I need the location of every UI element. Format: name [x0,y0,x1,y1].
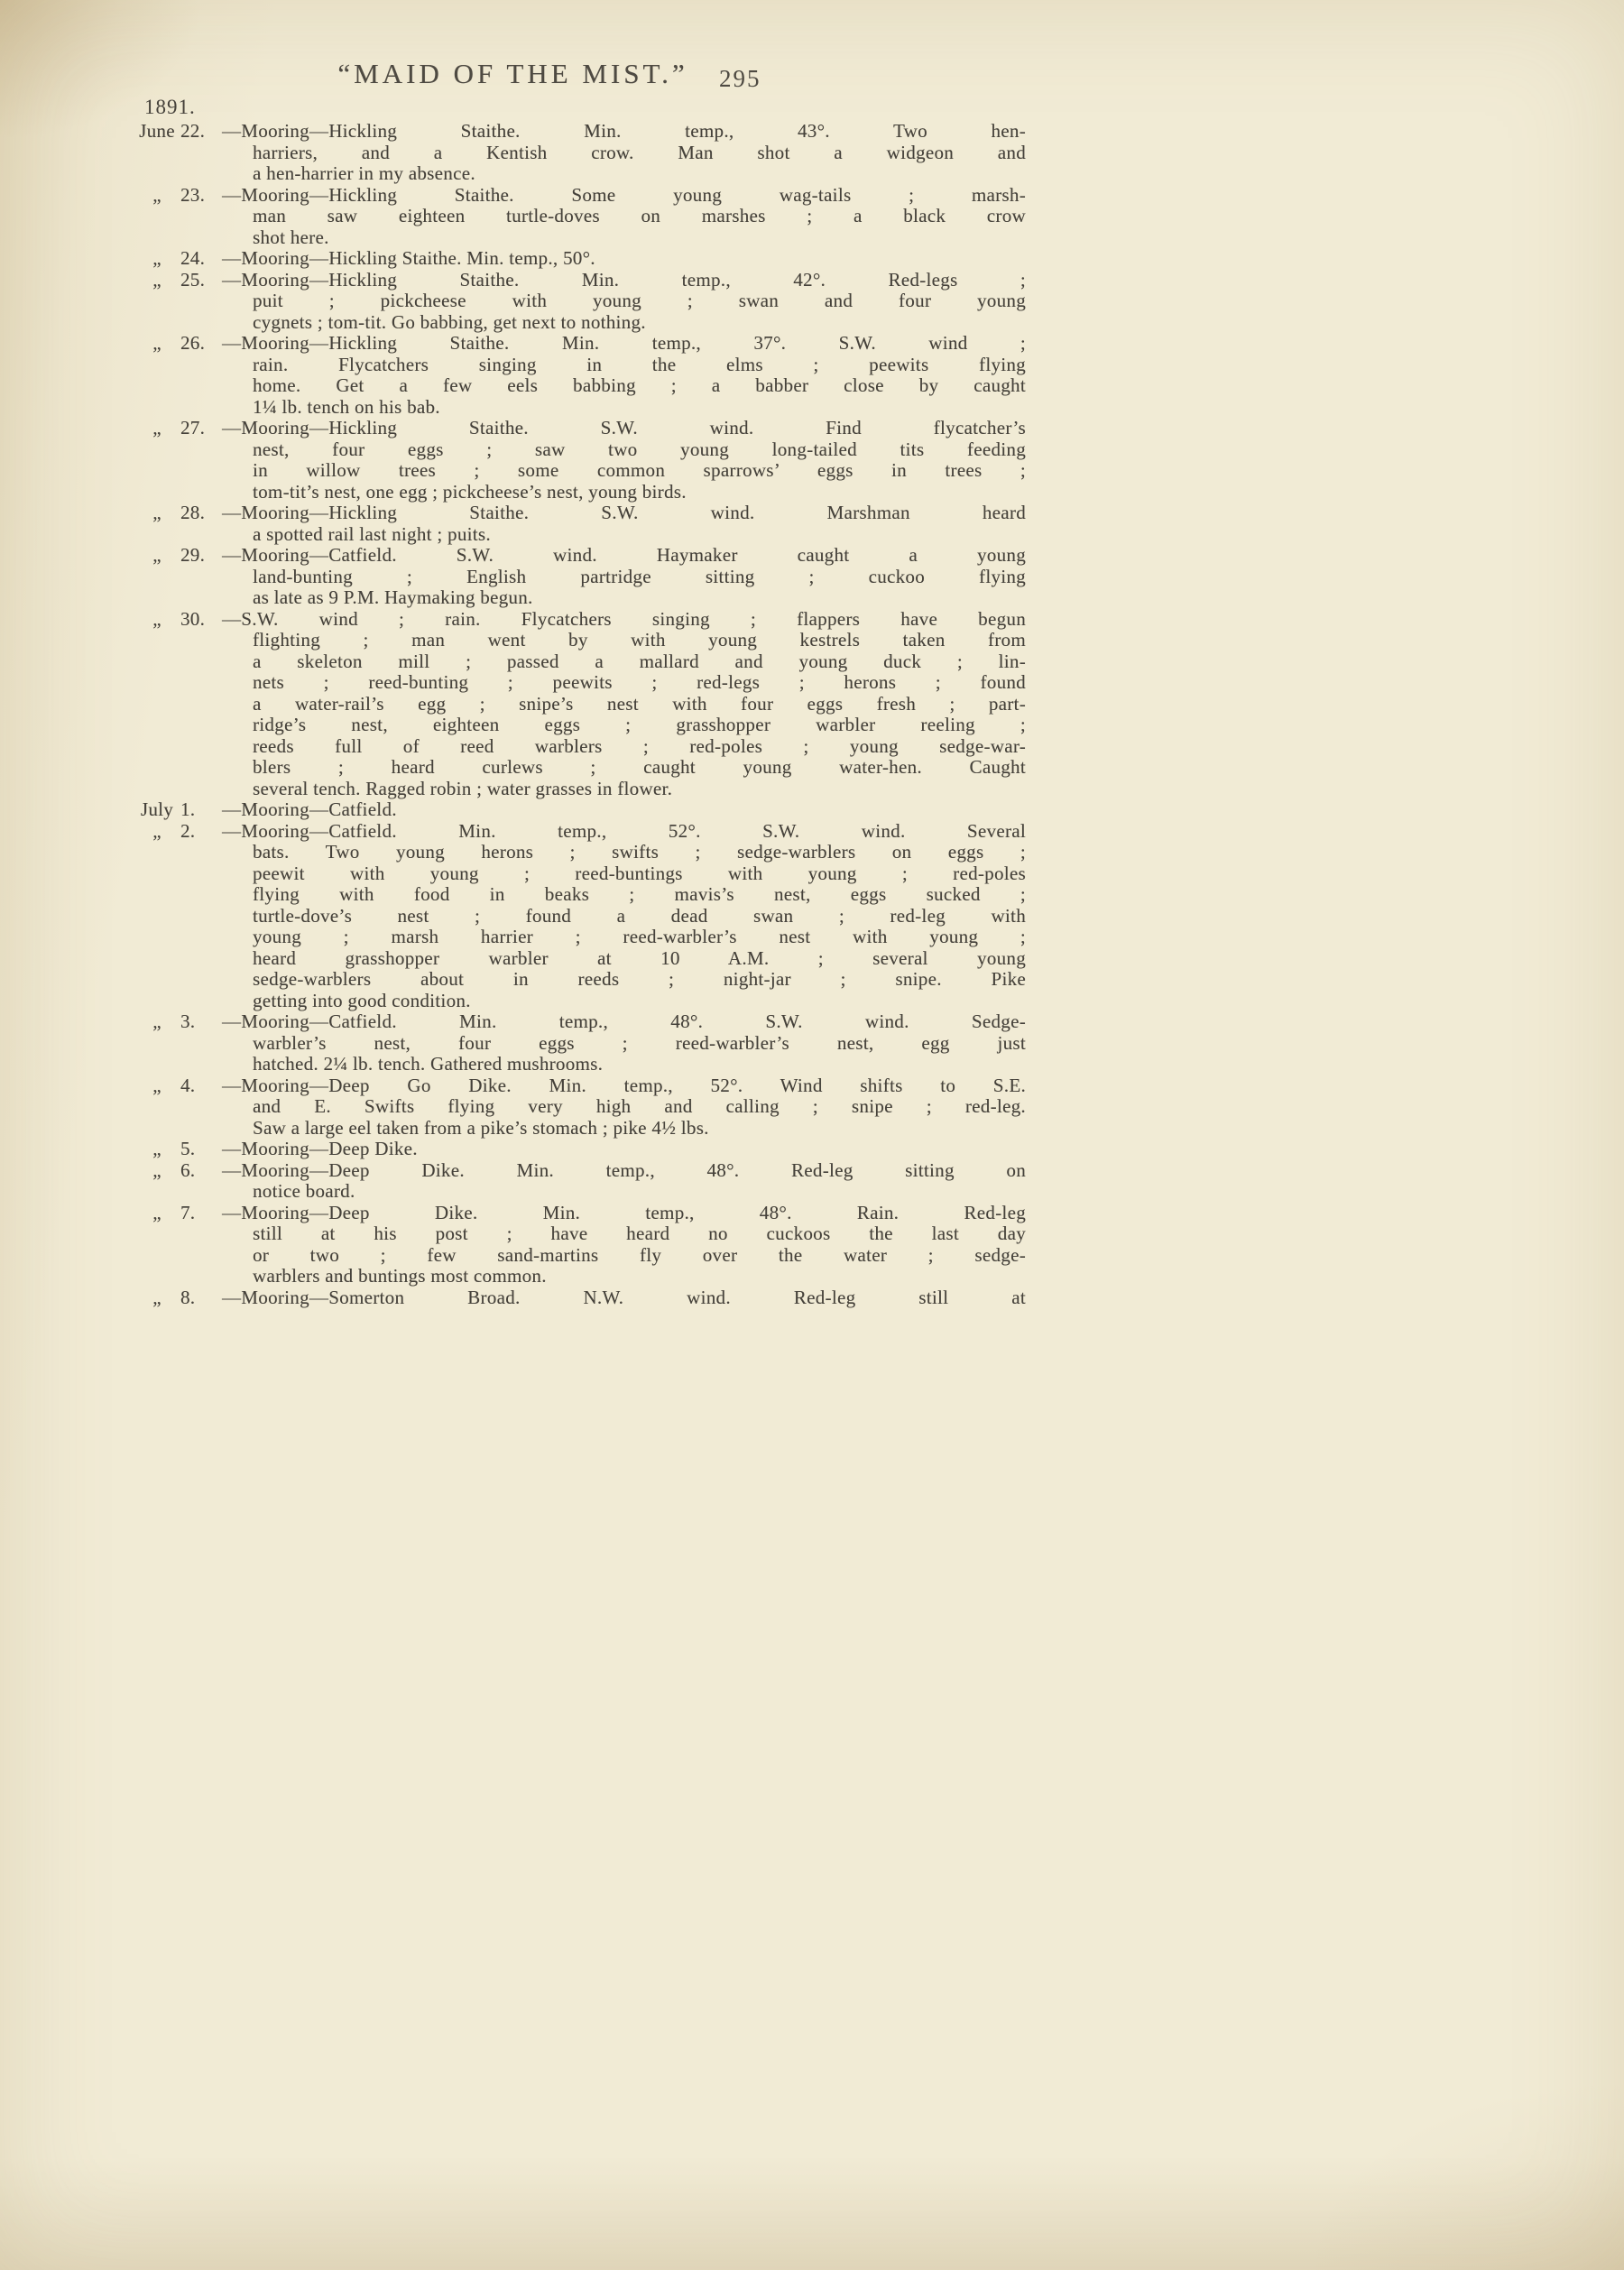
entry-text-line: shot here. [253,226,329,248]
entry-text-line [180,1286,1026,1309]
entry-text-line: hatched. 2¼ lb. tench. Gathered mushrooms. [253,1053,604,1075]
entry-first-line-text: —Mooring—Catfield. S.W. wind. Haymaker caught a young [222,544,1026,566]
entry-text-line: blers ; heard curlews ; caught young water-hen. Caught [253,756,1026,778]
entry-text-line: harriers, and a Kentish crow. Man shot a widgeon and [253,141,1026,163]
entry-body [180,268,1026,334]
entry-month-label: July [140,798,174,820]
entry-day-number: 1. [180,798,196,820]
entry-body [180,1201,1026,1287]
diary-entry [131,799,1026,821]
diary-entry [131,1203,1026,1287]
entry-body [180,1010,1026,1075]
entry-text-line: young ; marsh harrier ; reed-warbler’s nest with young ; [253,926,1026,947]
diary-entry [131,1139,1026,1160]
entry-day-number: 3. [180,1010,196,1032]
entry-body [180,502,1026,545]
entry-text-line: reeds full of reed warblers ; red-poles ; young sedge-war- [253,734,1026,757]
entry-first-line-text: —Mooring—Hickling Staithe. S.W. wind. Marshman heard [222,502,1026,523]
entry-first-line-text: —Mooring—Deep Dike. Min. temp., 48°. Red-leg sitting on [222,1158,1026,1181]
entry-first-line-text: —Mooring—Catfield. Min. temp., 52°. S.W. wind. Several [222,819,1026,842]
entry-text-line: several tench. Ragged robin ; water grasses in flower. [253,777,673,799]
entry-day-number: 28. [180,502,206,523]
entry-day-number: 25. [180,268,206,291]
entry-body [180,247,1026,270]
entry-day-number: 23. [180,183,206,206]
entry-first-line-text: —Mooring—Hickling Staithe. Min. temp., 50°. [222,247,595,269]
entry-first-line-text: —Mooring—Hickling Staithe. Min. temp., 37°. S.W. wind ; [222,332,1026,354]
entry-body [180,183,1026,249]
diary-entry [131,1287,1026,1309]
entry-text-line [180,268,1026,291]
entry-day-number: 4. [180,1074,196,1096]
entry-text-line [180,544,1026,567]
entry-text-line: a hen-harrier in my absence. [253,162,475,184]
entry-day-number: 6. [180,1158,196,1181]
entry-text-line: and E. Swifts flying very high and calling ; snipe ; red-leg. [253,1095,1026,1117]
entry-text-line [180,183,1026,207]
entry-first-line-text: —Mooring—Hickling Staithe. Min. temp., 42°. Red-legs ; [222,268,1026,291]
entry-text-line: land-bunting ; English partridge sitting ; cuckoo flying [253,565,1026,587]
entry-text-line: rain. Flycatchers singing in the elms ; peewits flying [253,353,1026,375]
entry-first-line-text: —Mooring—Deep Go Dike. Min. temp., 52°. Wind shifts to S.E. [222,1074,1026,1096]
diary-entry [131,1011,1026,1075]
entry-text-line: nets ; reed-bunting ; peewits ; red-legs ; herons ; found [253,671,1026,693]
entry-text-line: flighting ; man went by with young kestrels taken from [253,629,1026,651]
entry-text-line: as late as 9 P.M. Haymaking begun. [253,586,533,608]
entry-body [180,1074,1026,1140]
diary-entry [131,821,1026,1012]
entry-body [180,798,1026,821]
entry-day-number: 5. [180,1138,196,1159]
diary-entry [131,248,1026,270]
entry-text-line [180,247,1026,270]
entry-day-number: 26. [180,332,206,354]
entry-month-label: „ [152,1286,161,1308]
entry-text-line: man saw eighteen turtle-doves on marshes ; a black crow [253,205,1026,226]
diary-entries-section [131,121,1026,1308]
entry-text-line [180,1201,1026,1224]
entry-day-number: 8. [180,1286,196,1308]
entry-day-number: 2. [180,819,196,842]
diary-entry [131,418,1026,503]
entry-body [180,819,1026,1012]
entry-text-line: in willow trees ; some common sparrows’ eggs in trees ; [253,459,1026,481]
diary-entry [131,270,1026,334]
entry-body [180,544,1026,609]
entry-text-line: 1¼ lb. tench on his bab. [253,395,440,418]
entry-text-line [180,1158,1026,1182]
entry-day-number: 22. [180,120,206,142]
entry-month-label: „ [152,183,161,206]
page-title: “MAID OF THE MIST.” [337,58,688,89]
entry-month-label: „ [152,1138,161,1159]
page-number: 295 [719,65,761,92]
entry-body [180,332,1026,418]
entry-body [180,607,1026,800]
entry-first-line-text: —Mooring—Hickling Staithe. Some young wag-tails ; marsh- [222,183,1026,206]
entry-month-label: „ [152,1010,161,1032]
diary-entry [131,121,1026,185]
entry-first-line-text: —Mooring—Catfield. Min. temp., 48°. S.W. wind. Sedge- [222,1010,1026,1032]
entry-text-line [180,417,1026,439]
entry-body [180,1286,1026,1309]
entry-text-line: bats. Two young herons ; swifts ; sedge-warblers on eggs ; [253,841,1026,863]
diary-entry [131,333,1026,418]
entry-text-line [180,120,1026,143]
entry-text-line [180,607,1026,631]
entry-text-line: getting into good condition. [253,989,471,1011]
entry-month-label: „ [152,268,161,291]
diary-entry [131,1160,1026,1203]
entry-text-line [180,1010,1026,1033]
entry-month-label: „ [152,1201,161,1223]
entry-first-line-text: —Mooring—Hickling Staithe. S.W. wind. Find flycatcher’s [222,417,1026,438]
entry-text-line: warbler’s nest, four eggs ; reed-warbler’s nest, egg just [253,1031,1026,1054]
entry-day-number: 7. [180,1201,196,1223]
entry-text-line: a spotted rail last night ; puits. [253,522,491,545]
diary-entry [131,545,1026,609]
diary-entry [131,1075,1026,1140]
entry-text-line: nest, four eggs ; saw two young long-tailed tits feeding [253,438,1026,460]
entry-day-number: 27. [180,417,206,438]
entry-text-line [180,1074,1026,1097]
entry-month-label: „ [152,544,161,566]
entry-text-line [180,502,1026,524]
entry-month-label: „ [152,417,161,438]
entry-day-number: 29. [180,544,206,566]
entry-month-label: „ [152,607,161,630]
entry-text-line: cygnets ; tom-tit. Go babbing, get next to nothing. [253,310,646,333]
entry-text-line [180,332,1026,355]
entry-text-line [180,798,1026,821]
entry-text-line: sedge-warblers about in reeds ; night-jar ; snipe. Pike [253,968,1026,990]
entry-text-line: notice board. [253,1180,355,1202]
entry-month-label: „ [152,1158,161,1181]
entry-first-line-text: —S.W. wind ; rain. Flycatchers singing ; flappers have begun [222,607,1026,630]
entry-text-line: Saw a large eel taken from a pike’s stomach ; pike 4½ lbs. [253,1116,709,1139]
entry-text-line: a water-rail’s egg ; snipe’s nest with four eggs fresh ; part- [253,692,1026,715]
entry-text-line: peewit with young ; reed-buntings with young ; red-poles [253,862,1026,884]
entry-first-line-text: —Mooring—Catfield. [222,798,397,820]
entry-month-label: „ [152,247,161,269]
entry-body [180,417,1026,503]
entry-month-label: „ [152,819,161,842]
diary-entry [131,503,1026,545]
entry-body [180,120,1026,185]
entry-month-label: „ [152,502,161,523]
entry-text-line: home. Get a few eels babbing ; a babber close by caught [253,374,1026,396]
entry-text-line: tom-tit’s nest, one egg ; pickcheese’s nest, young birds. [253,480,687,503]
entry-body [180,1138,1026,1160]
entry-text-line [180,1138,1026,1160]
year-heading: 1891. [144,96,196,118]
entry-text-line [180,819,1026,843]
entry-month-label: June [139,120,175,142]
entry-text-line: ridge’s nest, eighteen eggs ; grasshopper warbler reeling ; [253,714,1026,735]
entry-first-line-text: —Mooring—Deep Dike. Min. temp., 48°. Rain. Red-leg [222,1201,1026,1223]
entry-day-number: 24. [180,247,206,269]
diary-entry [131,609,1026,800]
entry-text-line: heard grasshopper warbler at 10 A.M. ; several young [253,946,1026,969]
entry-month-label: „ [152,1074,161,1096]
entry-first-line-text: —Mooring—Somerton Broad. N.W. wind. Red-leg still at [222,1286,1026,1308]
entry-first-line-text: —Mooring—Hickling Staithe. Min. temp., 43°. Two hen- [222,120,1026,142]
entry-text-line: turtle-dove’s nest ; found a dead swan ; red-leg with [253,904,1026,927]
entry-month-label: „ [152,332,161,354]
diary-entry [131,185,1026,249]
entry-day-number: 30. [180,607,206,630]
entry-text-line: still at his post ; have heard no cuckoos the last day [253,1223,1026,1244]
entry-first-line-text: —Mooring—Deep Dike. [222,1138,418,1159]
entry-text-line: puit ; pickcheese with young ; swan and four young [253,290,1026,311]
entry-text-line: flying with food in beaks ; mavis’s nest, eggs sucked ; [253,883,1026,905]
entry-text-line: warblers and buntings most common. [253,1265,547,1287]
entry-body [180,1158,1026,1203]
entry-text-line: or two ; few sand-martins fly over the water ; sedge- [253,1243,1026,1266]
entry-text-line: a skeleton mill ; passed a mallard and young duck ; lin- [253,650,1026,672]
